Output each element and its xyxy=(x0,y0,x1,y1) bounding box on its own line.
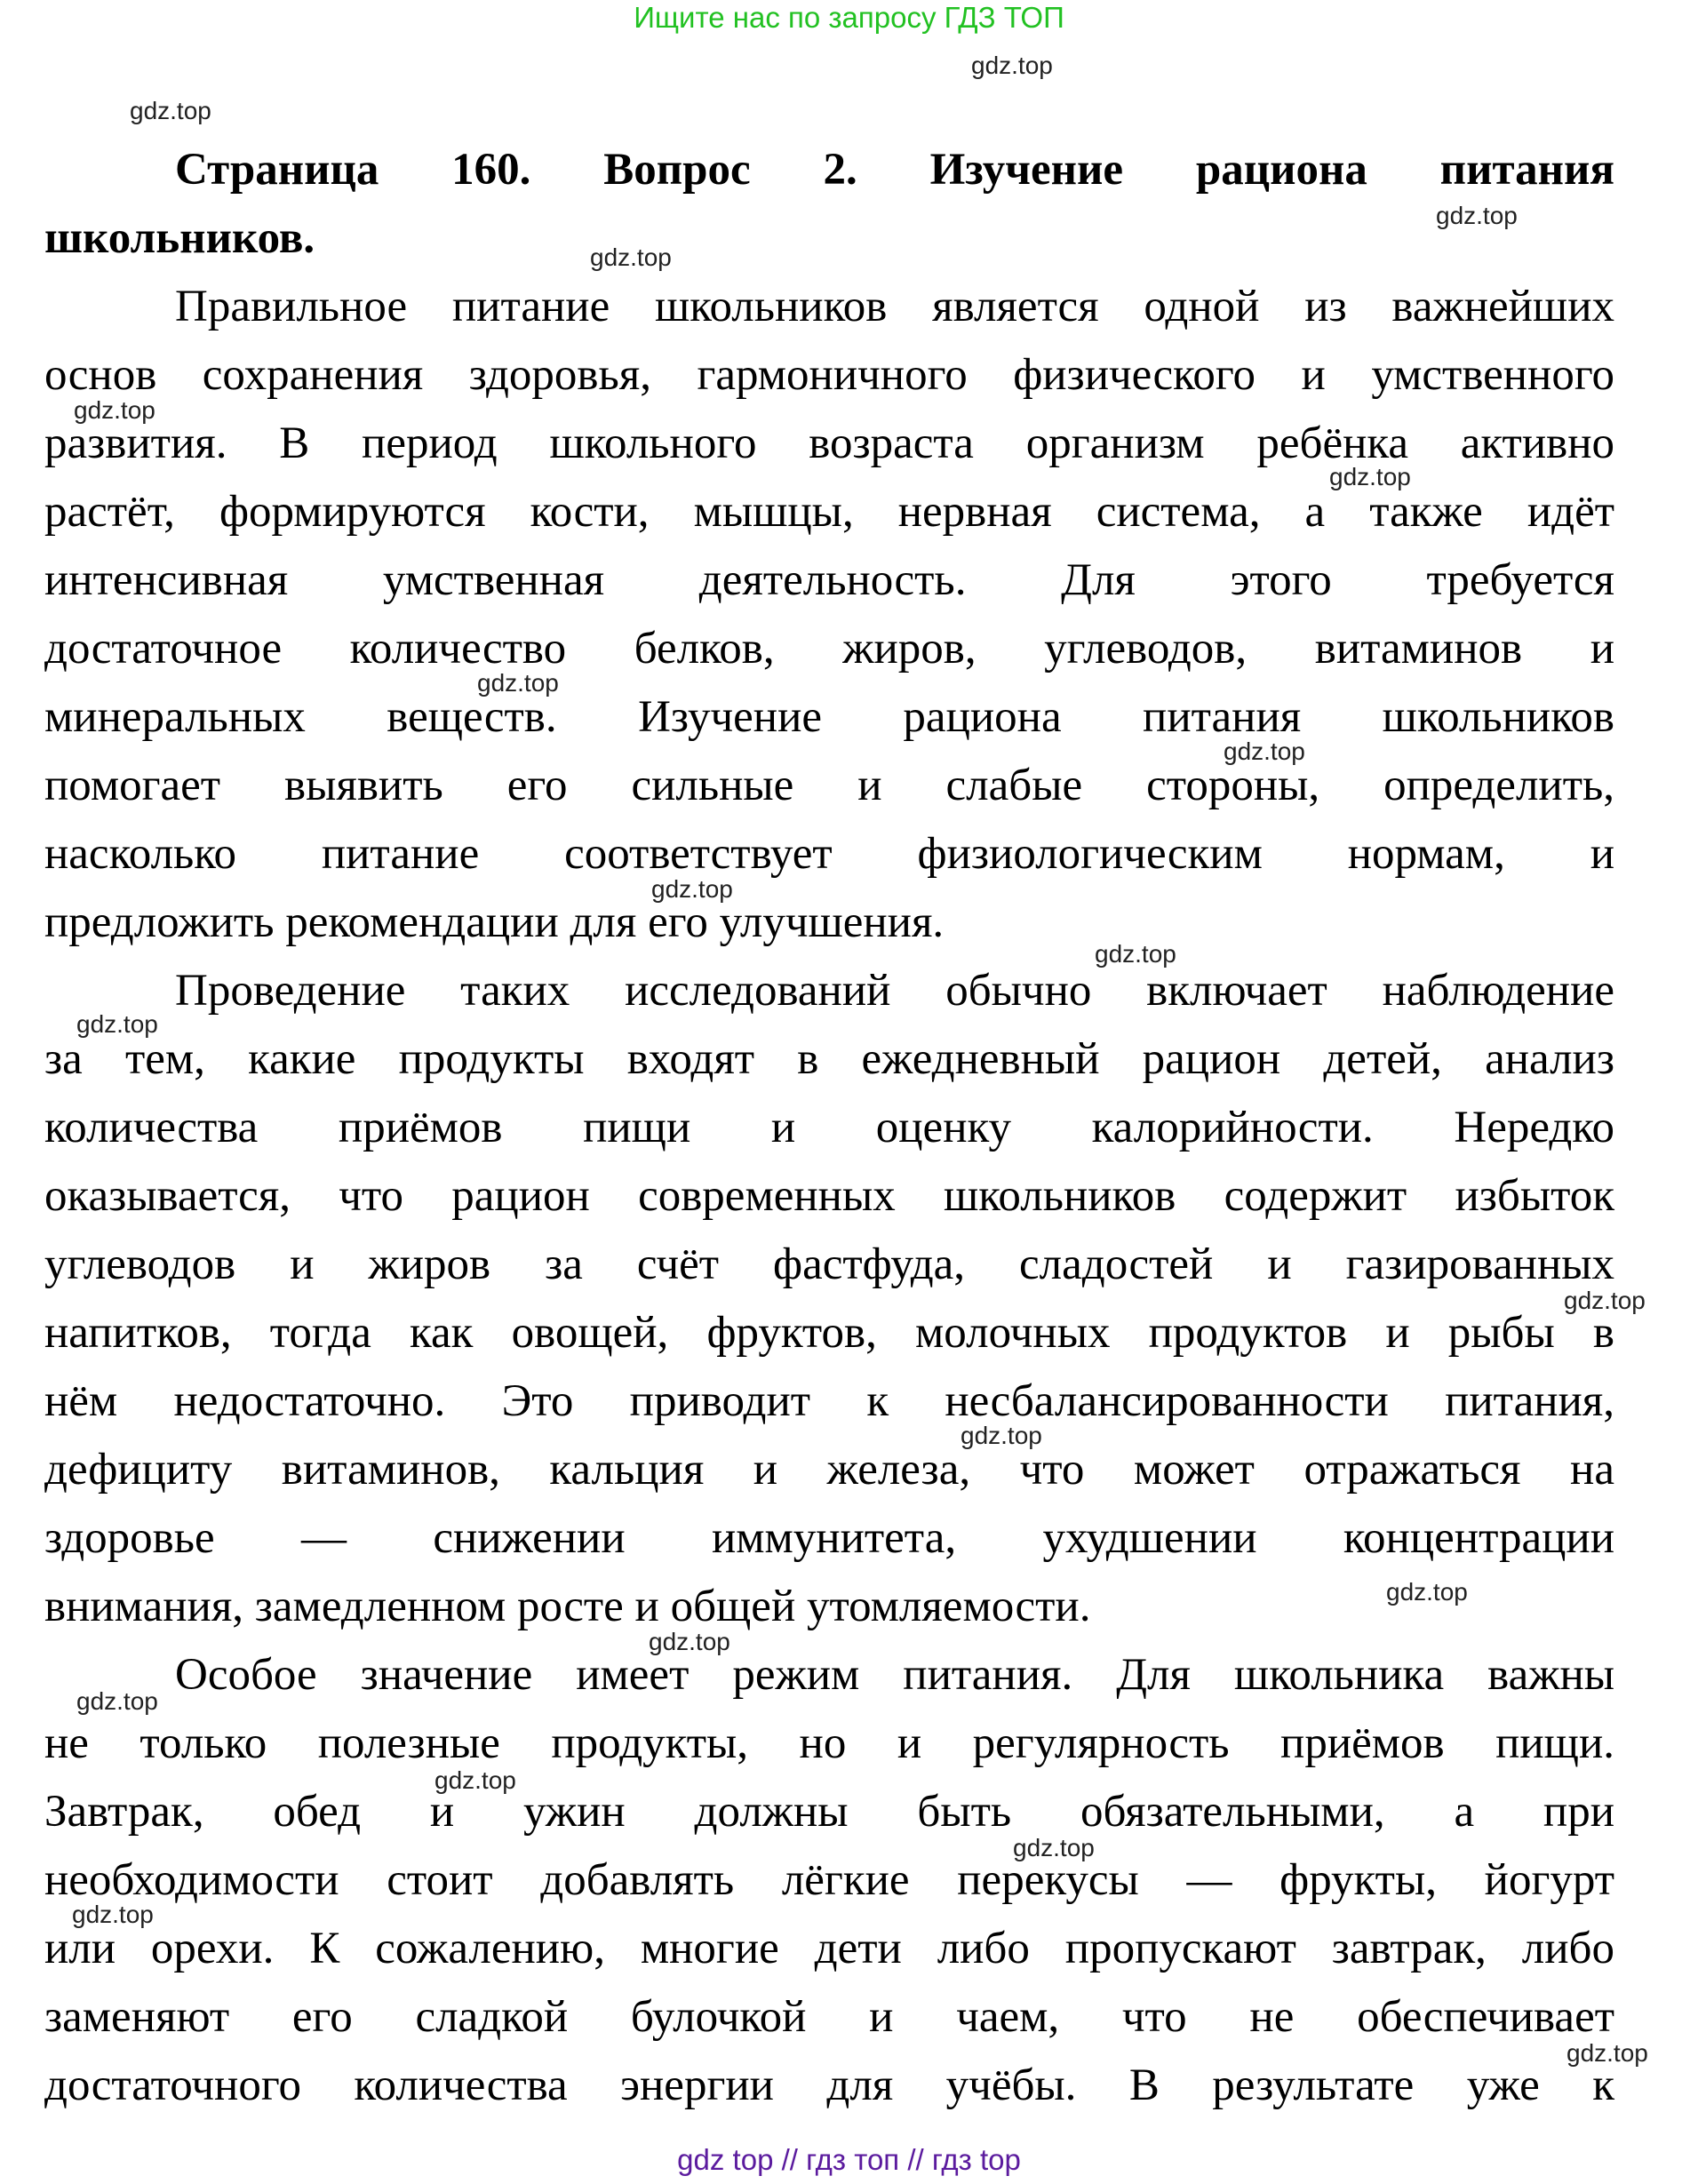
paragraph-line: или орехи. К сожалению, многие дети либо пропускают завтрак, либо xyxy=(44,1924,1614,1973)
watermark-text: gdz.top xyxy=(76,1010,158,1038)
paragraph-line: развития. В период школьного возраста организм ребёнка активно xyxy=(44,418,1614,468)
paragraph-line: дефициту витаминов, кальция и железа, что может отражаться на xyxy=(44,1445,1614,1495)
watermark-text: gdz.top xyxy=(961,1422,1042,1449)
search-banner-link[interactable]: Ищите нас по запросу ГДЗ ТОП xyxy=(634,1,1064,34)
watermark-text: gdz.top xyxy=(1386,1578,1468,1606)
watermark-text: gdz.top xyxy=(651,875,733,903)
watermark-text: gdz.top xyxy=(434,1766,516,1794)
paragraph-line: достаточное количество белков, жиров, углеводов, витаминов и xyxy=(44,624,1614,674)
watermark-text: gdz.top xyxy=(590,243,672,271)
paragraph-line: не только полезные продукты, но и регулярность приёмов пищи. xyxy=(44,1718,1614,1768)
paragraph-line: заменяют его сладкой булочкой и чаем, что не обеспечивает xyxy=(44,1992,1614,2042)
footer-watermark: gdz top // гдз топ // гдз top xyxy=(677,2143,1021,2176)
paragraph-line: предложить рекомендации для его улучшения. xyxy=(44,897,945,947)
paragraph-line: необходимости стоит добавлять лёгкие перекусы — фрукты, йогурт xyxy=(44,1855,1614,1905)
paragraph-line: здоровье — снижении иммунитета, ухудшении концентрации xyxy=(44,1513,1614,1563)
paragraph-line: Правильное питание школьников является одной из важнейших xyxy=(175,282,1614,331)
paragraph-line: насколько питание соответствует физиологическим нормам, и xyxy=(44,829,1614,879)
paragraph-line: напитков, тогда как овощей, фруктов, молочных продуктов и рыбы в xyxy=(44,1308,1614,1358)
watermark-text: gdz.top xyxy=(477,669,559,697)
page-title: Страница 160. Вопрос 2. Изучение рациона питания xyxy=(175,145,1614,195)
watermark-text: gdz.top xyxy=(649,1628,730,1655)
paragraph-line: Завтрак, обед и ужин должны быть обязательными, а при xyxy=(44,1787,1614,1837)
watermark-text: gdz.top xyxy=(971,52,1053,79)
page-title: школьников. xyxy=(44,213,315,263)
watermark-text: gdz.top xyxy=(1436,202,1518,229)
watermark-text: gdz.top xyxy=(72,1901,154,1928)
paragraph-line: интенсивная умственная деятельность. Для этого требуется xyxy=(44,555,1614,605)
watermark-text: gdz.top xyxy=(130,97,211,124)
watermark-text: gdz.top xyxy=(1224,737,1305,765)
paragraph-line: количества приёмов пищи и оценку калорийности. Нередко xyxy=(44,1103,1614,1152)
paragraph-line: нём недостаточно. Это приводит к несбалансированности питания, xyxy=(44,1376,1614,1426)
paragraph-line: Проведение таких исследований обычно включает наблюдение xyxy=(175,966,1614,1016)
watermark-text: gdz.top xyxy=(76,1687,158,1715)
paragraph-line: основ сохранения здоровья, гармоничного физического и умственного xyxy=(44,350,1614,400)
paragraph-line: помогает выявить его сильные и слабые стороны, определить, xyxy=(44,761,1614,810)
paragraph-line: за тем, какие продукты входят в ежедневный рацион детей, анализ xyxy=(44,1034,1614,1084)
paragraph-line: углеводов и жиров за счёт фастфуда, сладостей и газированных xyxy=(44,1239,1614,1289)
paragraph-line: достаточного количества энергии для учёбы. В результате уже к xyxy=(44,2060,1614,2110)
watermark-text: gdz.top xyxy=(1564,1287,1646,1314)
paragraph-line: растёт, формируются кости, мышцы, нервная система, а также идёт xyxy=(44,487,1614,537)
watermark-text: gdz.top xyxy=(1095,940,1176,968)
watermark-text: gdz.top xyxy=(1329,463,1411,490)
paragraph-line: Особое значение имеет режим питания. Для школьника важны xyxy=(175,1650,1614,1700)
watermark-text: gdz.top xyxy=(1013,1834,1095,1861)
paragraph-line: оказывается, что рацион современных школьников содержит избыток xyxy=(44,1171,1614,1221)
watermark-text: gdz.top xyxy=(74,396,155,424)
paragraph-line: внимания, замедленном росте и общей утомляемости. xyxy=(44,1582,1091,1631)
paragraph-line: минеральных веществ. Изучение рациона питания школьников xyxy=(44,692,1614,742)
watermark-text: gdz.top xyxy=(1566,2039,1648,2067)
